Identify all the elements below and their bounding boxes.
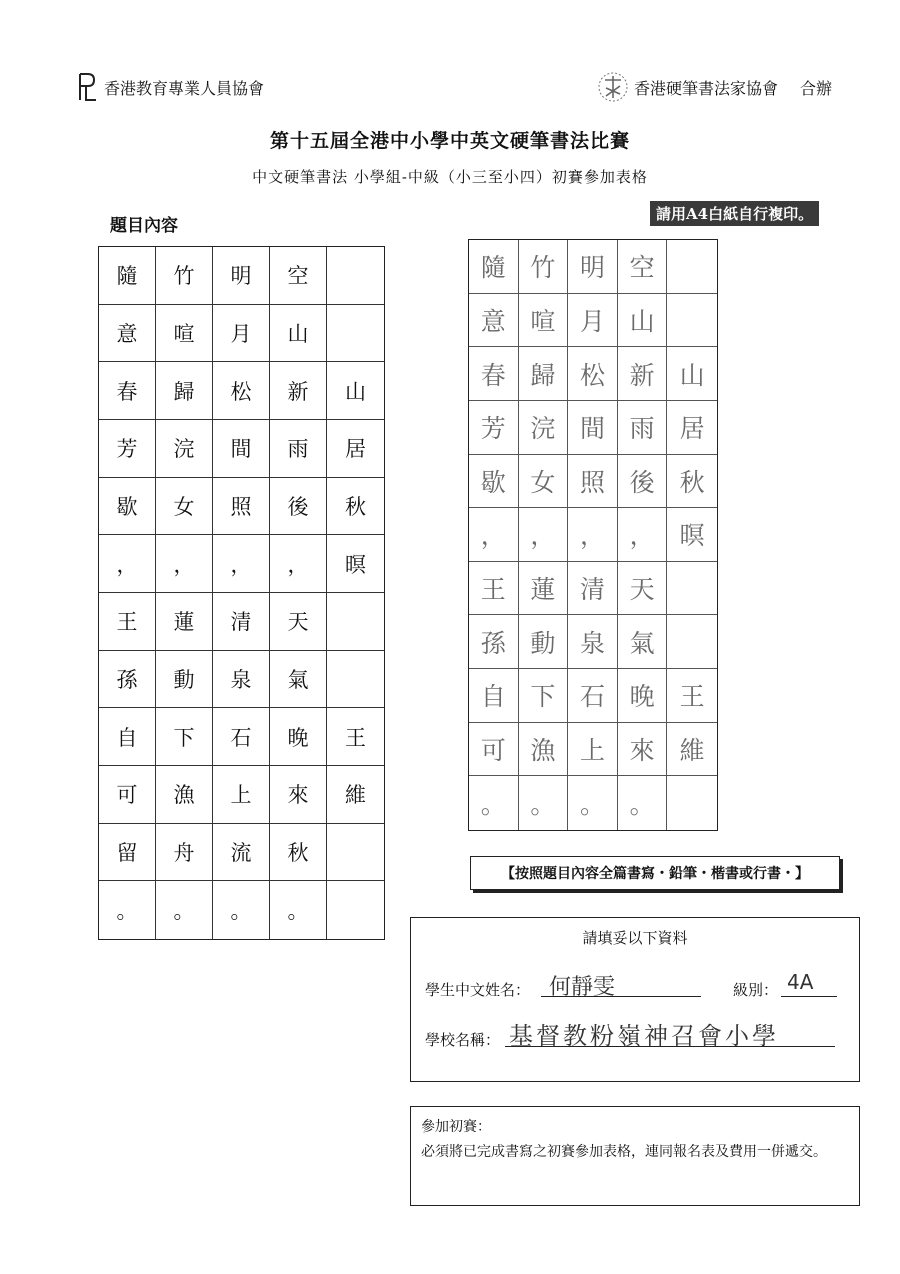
topic-cell: 留 — [99, 824, 156, 882]
topic-cell: 下 — [156, 708, 213, 766]
handwriting-cell[interactable]: 春 — [469, 347, 519, 401]
handwriting-cell[interactable]: ， — [519, 508, 569, 562]
handwriting-cell[interactable]: 來 — [618, 723, 668, 777]
handwriting-cell[interactable] — [667, 776, 717, 830]
topic-cell: 空 — [270, 247, 327, 305]
topic-cell: 女 — [156, 478, 213, 536]
topic-cell — [327, 651, 384, 709]
topic-cell: 孫 — [99, 651, 156, 709]
student-info-form — [410, 917, 860, 1082]
topic-cell — [327, 881, 384, 939]
handwriting-cell[interactable]: 隨 — [469, 240, 519, 294]
organizer-right-name: 香港硬筆書法家協會 — [634, 78, 779, 98]
handwriting-cell[interactable]: 上 — [568, 723, 618, 777]
topic-cell: 氣 — [270, 651, 327, 709]
handwriting-cell[interactable]: 蓮 — [519, 562, 569, 616]
topic-cell: 隨 — [99, 247, 156, 305]
topic-cell: ， — [156, 535, 213, 593]
topic-content-grid — [98, 246, 385, 940]
topic-cell: 。 — [270, 881, 327, 939]
handwriting-cell[interactable]: ， — [618, 508, 668, 562]
topic-cell — [327, 824, 384, 882]
organizer-right — [596, 70, 832, 104]
grade-field[interactable]: 4A — [787, 970, 814, 994]
topic-cell: 。 — [213, 881, 270, 939]
handwriting-cell[interactable] — [667, 615, 717, 669]
topic-cell: 喧 — [156, 305, 213, 363]
handwriting-cell[interactable]: 可 — [469, 723, 519, 777]
topic-cell: 山 — [270, 305, 327, 363]
info-form-header: 請填妥以下資料 — [582, 929, 688, 947]
topic-cell: 春 — [99, 362, 156, 420]
topic-cell: ， — [270, 535, 327, 593]
topic-cell: 。 — [99, 881, 156, 939]
grade-label: 級別： — [733, 981, 779, 999]
topic-cell: 動 — [156, 651, 213, 709]
student-name-underline — [541, 996, 701, 997]
handwriting-cell[interactable]: ， — [568, 508, 618, 562]
handwriting-cell[interactable] — [667, 294, 717, 348]
handwriting-cell[interactable]: 。 — [519, 776, 569, 830]
handwriting-cell[interactable]: 維 — [667, 723, 717, 777]
student-name-field[interactable]: 何靜雯 — [549, 975, 616, 1000]
topic-cell: 來 — [270, 766, 327, 824]
handwriting-cell[interactable]: 雨 — [618, 401, 668, 455]
handwriting-cell[interactable]: 松 — [568, 347, 618, 401]
topic-cell: 天 — [270, 593, 327, 651]
topic-cell — [327, 305, 384, 363]
topic-cell: ， — [99, 535, 156, 593]
topic-cell: 歸 — [156, 362, 213, 420]
handwriting-cell[interactable]: 孫 — [469, 615, 519, 669]
handwriting-cell[interactable]: 王 — [469, 562, 519, 616]
handwriting-cell[interactable]: 喧 — [519, 294, 569, 348]
topic-cell: 可 — [99, 766, 156, 824]
topic-cell: 竹 — [156, 247, 213, 305]
handwriting-cell[interactable]: 晚 — [618, 669, 668, 723]
handwriting-cell[interactable]: 歇 — [469, 455, 519, 509]
topic-cell: 後 — [270, 478, 327, 536]
topic-cell: 山 — [327, 362, 384, 420]
submission-note-body: 必須將已完成書寫之初賽參加表格，連同報名表及費用一併遞交。 — [421, 1144, 827, 1160]
handwriting-cell[interactable]: 女 — [519, 455, 569, 509]
topic-cell: 自 — [99, 708, 156, 766]
handwriting-cell[interactable]: 芳 — [469, 401, 519, 455]
topic-cell: 王 — [327, 708, 384, 766]
handwriting-cell[interactable]: 新 — [618, 347, 668, 401]
topic-cell: 芳 — [99, 420, 156, 478]
handwriting-cell[interactable] — [667, 240, 717, 294]
handwriting-cell[interactable]: 石 — [568, 669, 618, 723]
handwriting-cell[interactable]: 漁 — [519, 723, 569, 777]
handwriting-cell[interactable]: 下 — [519, 669, 569, 723]
topic-cell: 秋 — [270, 824, 327, 882]
school-name-underline — [505, 1046, 835, 1047]
handwriting-cell[interactable]: 空 — [618, 240, 668, 294]
topic-cell: 居 — [327, 420, 384, 478]
topic-cell: 維 — [327, 766, 384, 824]
handwriting-cell[interactable]: 浣 — [519, 401, 569, 455]
topic-cell: 泉 — [213, 651, 270, 709]
handwriting-cell[interactable]: ， — [469, 508, 519, 562]
organizer-left-name: 香港教育專業人員協會 — [104, 78, 265, 98]
grade-underline — [781, 996, 837, 997]
topic-cell: 流 — [213, 824, 270, 882]
handwriting-cell[interactable]: 月 — [568, 294, 618, 348]
topic-cell: 蓮 — [156, 593, 213, 651]
topic-cell: 王 — [99, 593, 156, 651]
topic-cell: 浣 — [156, 420, 213, 478]
topic-cell: 松 — [213, 362, 270, 420]
topic-cell: 上 — [213, 766, 270, 824]
topic-cell: 間 — [213, 420, 270, 478]
handwriting-cell[interactable] — [667, 562, 717, 616]
topic-cell: 月 — [213, 305, 270, 363]
topic-cell: 秋 — [327, 478, 384, 536]
handwriting-cell[interactable]: 明 — [568, 240, 618, 294]
topic-cell: 漁 — [156, 766, 213, 824]
calligraphy-association-seal-icon — [596, 70, 630, 104]
topic-cell — [327, 247, 384, 305]
handwriting-cell[interactable]: 。 — [618, 776, 668, 830]
handwriting-cell[interactable]: 後 — [618, 455, 668, 509]
topic-cell: 意 — [99, 305, 156, 363]
handwriting-cell[interactable]: 清 — [568, 562, 618, 616]
handwriting-cell[interactable]: 歸 — [519, 347, 569, 401]
topic-cell: 。 — [156, 881, 213, 939]
submission-note-title: 參加初賽： — [421, 1119, 491, 1135]
topic-cell: 舟 — [156, 824, 213, 882]
cohost-label: 合辦 — [800, 78, 833, 98]
organizer-left — [76, 70, 264, 104]
writing-instruction: 【按照題目內容全篇書寫・鉛筆・楷書或行書・】 — [470, 856, 840, 890]
handwriting-cell[interactable]: 。 — [469, 776, 519, 830]
ptu-logo-icon — [76, 70, 100, 104]
topic-cell: 歇 — [99, 478, 156, 536]
handwriting-cell[interactable]: 自 — [469, 669, 519, 723]
topic-cell: 照 — [213, 478, 270, 536]
handwriting-cell[interactable]: 竹 — [519, 240, 569, 294]
topic-cell: 晚 — [270, 708, 327, 766]
handwriting-cell[interactable]: 泉 — [568, 615, 618, 669]
topic-cell: 新 — [270, 362, 327, 420]
handwriting-cell[interactable]: 暝 — [667, 508, 717, 562]
topic-cell: ， — [213, 535, 270, 593]
handwriting-cell[interactable]: 間 — [568, 401, 618, 455]
handwriting-cell[interactable]: 動 — [519, 615, 569, 669]
student-name-label: 學生中文姓名： — [425, 981, 531, 999]
topic-cell: 雨 — [270, 420, 327, 478]
topic-cell: 清 — [213, 593, 270, 651]
a4-print-note: 請用A4白紙自行複印。 — [650, 201, 819, 226]
school-name-label: 學校名稱： — [425, 1031, 501, 1049]
topic-cell — [327, 593, 384, 651]
handwriting-cell[interactable]: 王 — [667, 669, 717, 723]
handwriting-cell[interactable]: 山 — [618, 294, 668, 348]
topic-cell: 石 — [213, 708, 270, 766]
topic-heading: 題目內容 — [110, 216, 178, 236]
topic-cell: 明 — [213, 247, 270, 305]
submission-note — [410, 1106, 860, 1206]
page-title: 第十五屆全港中小學中英文硬筆書法比賽 — [269, 130, 630, 152]
handwriting-cell[interactable]: 居 — [667, 401, 717, 455]
school-name-field[interactable]: 基督教粉嶺神召會小學 — [509, 1022, 779, 1050]
handwriting-cell[interactable]: 秋 — [667, 455, 717, 509]
handwriting-cell[interactable]: 氣 — [618, 615, 668, 669]
topic-cell: 暝 — [327, 535, 384, 593]
handwriting-cell[interactable]: 天 — [618, 562, 668, 616]
handwriting-cell[interactable]: 意 — [469, 294, 519, 348]
handwriting-cell[interactable]: 山 — [667, 347, 717, 401]
page-subtitle: 中文硬筆書法 小學組-中級（小三至小四）初賽參加表格 — [252, 168, 648, 186]
handwriting-grid[interactable] — [468, 239, 718, 831]
handwriting-cell[interactable]: 。 — [568, 776, 618, 830]
handwriting-cell[interactable]: 照 — [568, 455, 618, 509]
